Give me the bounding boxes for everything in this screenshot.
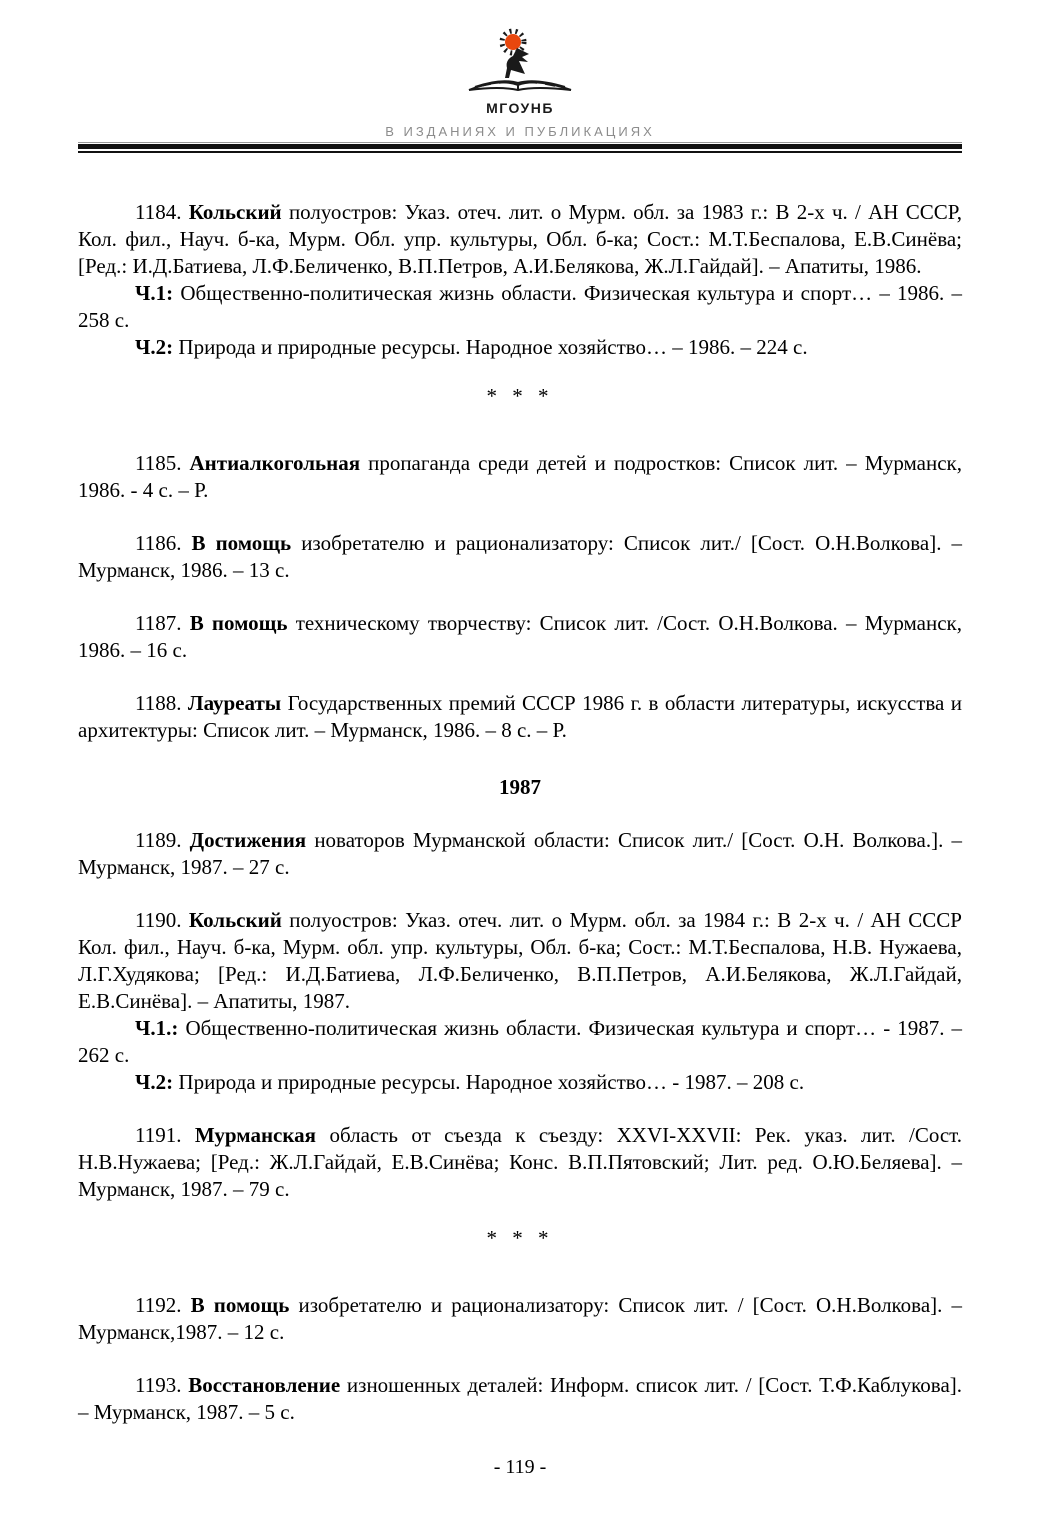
- entry-text: полуостров: Указ. отеч. лит. о Мурм. обл. за 1984 г.: В 2-х ч. / АН СССР Кол. фил., Науч. б-ка, Мурм. обл. упр. культуры, Обл. б-ка; Сост.: М.Т.Беспалова, Н.В. Нужаева, Л.Г.Худякова; [Ред.: И.Д.Батиева, Л.Ф.Беличенко, В.П.Петров, А.И.Белякова, Ж.Л.Гайдай, Е.В.Синёва]. – Апатиты, 1987.: [78, 908, 962, 1013]
- entry-number: 1187.: [135, 611, 182, 635]
- bib-entry-1184-part-2: [78, 334, 962, 361]
- header-rule-thin: [78, 142, 962, 143]
- bib-entry-1189: [78, 827, 962, 881]
- page-header: [78, 0, 962, 153]
- entry-number: 1185.: [135, 451, 182, 475]
- sun-bird-book-logo-icon: [455, 28, 585, 100]
- entry-number: 1184.: [135, 200, 182, 224]
- page-number: - 119 -: [493, 1456, 547, 1478]
- entry-text: изобретателю и рационализатору: Список лит. / [Сост. О.Н.Волкова]. – Мурманск,1987. – 12 с.: [78, 1293, 963, 1344]
- sun-icon: [505, 34, 521, 50]
- entry-text: изобретателю и рационализатору: Список лит./ [Сост. О.Н.Волкова]. – Мурманск, 1986. – 13 с.: [78, 531, 962, 582]
- part-text: Общественно-политическая жизнь области. Физическая культура и спорт… – 1986. – 258 с.: [78, 281, 962, 332]
- entry-lead: Кольский: [188, 908, 282, 932]
- year-section-header: 1987: [499, 775, 541, 799]
- entry-text: полуостров: Указ. отеч. лит. о Мурм. обл. за 1983 г.: В 2-х ч. / АН СССР, Кол. фил., Науч. б-ка, Мурм. Обл. упр. культуры, Обл. б-ка; Сост.: М.Т.Беспалова, Е.В.Синёва; [Ред.: И.Д.Батиева, Л.Ф.Беличенко, В.П.Петров, А.И.Белякова, Ж.Л.Гайдай]. – Апатиты, 1986.: [78, 200, 963, 278]
- entry-number: 1188.: [135, 691, 182, 715]
- open-book-icon: [469, 81, 571, 90]
- entry-text: область от съезда к съезду: XXVI-XXVII: Рек. указ. лит. /Сост. Н.В.Нужаева; [Ред.: Ж.Л.Гайдай, Е.В.Синёва; Конс. В.П.Пятовский; Лит. ред. О.Ю.Беляева]. – Мурманск, 1987. – 79 с.: [78, 1123, 963, 1201]
- header-rule-mid: [78, 151, 962, 153]
- bib-entry-1190-part-1: [78, 1015, 962, 1069]
- part-label: Ч.1.:: [135, 1016, 179, 1040]
- entry-number: 1193.: [135, 1373, 182, 1397]
- bib-entry-1193: [78, 1372, 962, 1426]
- part-text: Природа и природные ресурсы. Народное хозяйство… - 1987. – 208 с.: [178, 1070, 805, 1094]
- bibliography-list: [78, 173, 962, 1426]
- entry-text: изношенных деталей: Информ. список лит. / [Сост. Т.Ф.Каблукова]. – Мурманск, 1987. – 5 с.: [78, 1373, 963, 1424]
- entry-lead: Антиалкогольная: [189, 451, 361, 475]
- entry-number: 1191.: [135, 1123, 182, 1147]
- bib-entry-1188: [78, 690, 962, 744]
- bib-entry-1190-part-2: [78, 1069, 962, 1096]
- bib-entry-1190: [78, 907, 962, 1015]
- entry-lead: В помощь: [191, 531, 292, 555]
- logo-acronym: МГОУНБ: [486, 100, 554, 116]
- entry-text: техническому творчеству: Список лит. /Сост. О.Н.Волкова. – Мурманск, 1986. – 16 с.: [78, 611, 963, 662]
- entry-lead: Мурманская: [194, 1123, 317, 1147]
- bib-entry-1184-part-1: [78, 280, 962, 334]
- entry-text: новаторов Мурманской области: Список лит./ [Сост. О.Н. Волкова.]. – Мурманск, 1987. – 27 с.: [78, 828, 963, 879]
- bib-entry-1192: [78, 1292, 962, 1346]
- entry-number: 1190.: [135, 908, 182, 932]
- page-footer: [78, 1426, 962, 1519]
- bird-icon: [505, 48, 529, 78]
- bib-entry-1191: [78, 1122, 962, 1203]
- bib-entry-1185: [78, 450, 962, 504]
- asterisk-separator: * * *: [486, 384, 554, 408]
- entry-text: Государственных премий СССР 1986 г. в области литературы, искусства и архитектуры: Список лит. – Мурманск, 1986. – 8 с. – Р.: [78, 691, 963, 742]
- entry-number: 1189.: [135, 828, 182, 852]
- bib-entry-1186: [78, 530, 962, 584]
- part-label: Ч.2:: [135, 1070, 174, 1094]
- part-text: Общественно-политическая жизнь области. Физическая культура и спорт… - 1987. – 262 с.: [78, 1016, 962, 1067]
- entry-number: 1192.: [135, 1293, 182, 1317]
- bib-entry-1187: [78, 610, 962, 664]
- entry-lead: Лауреаты: [187, 691, 282, 715]
- part-label: Ч.1:: [135, 281, 174, 305]
- entry-text: пропаганда среди детей и подростков: Список лит. – Мурманск, 1986. - 4 с. – Р.: [78, 451, 963, 502]
- bib-entry-1184: [78, 199, 962, 280]
- entry-lead: Восстановление: [188, 1373, 341, 1397]
- entry-lead: Кольский: [188, 200, 282, 224]
- entry-lead: В помощь: [190, 1293, 290, 1317]
- part-label: Ч.2:: [135, 335, 174, 359]
- part-text: Природа и природные ресурсы. Народное хозяйство… – 1986. – 224 с.: [178, 335, 808, 359]
- header-subtitle: В ИЗДАНИЯХ И ПУБЛИКАЦИЯХ: [385, 124, 655, 139]
- asterisk-separator: * * *: [486, 1226, 554, 1250]
- entry-lead: В помощь: [189, 611, 288, 635]
- header-rule-thick: [78, 144, 962, 149]
- entry-lead: Достижения: [189, 828, 307, 852]
- entry-number: 1186.: [135, 531, 182, 555]
- library-logo: [455, 28, 585, 116]
